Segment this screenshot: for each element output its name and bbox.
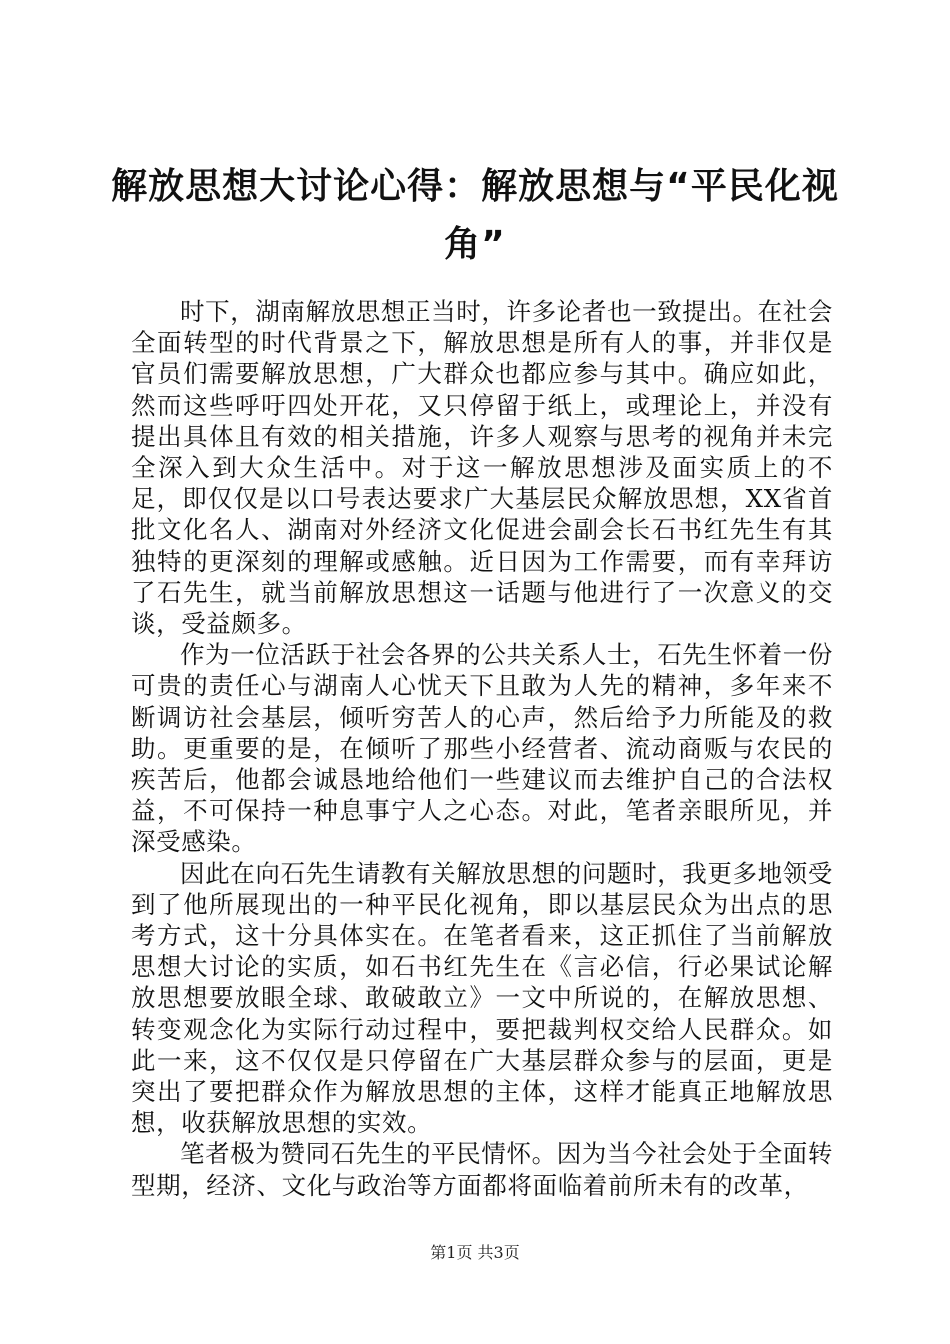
page-footer: 第1页 共3页 bbox=[430, 1243, 520, 1262]
paragraph: 因此在向石先生请教有关解放思想的问题时，我更多地领受到了他所展现出的一种平民化视角，即以基层民众为出点的思考方式，这十分具体实在。在笔者看来，这正抓住了当前解放思想大讨论的实质，如石书红先生在《言必信，行必果试论解放思想要放眼全球、敢破敢立》一文中所说的，在解放思想、转变观念化为实际行动过程中，要把裁判权交给人民群众。如此一来，这不仅仅是只停留在广大基层群众参与的层面，更是突出了要把群众作为解放思想的主体，这样才能真正地解放思想，收获解放思想的实效。 bbox=[131, 858, 833, 1138]
document-body bbox=[131, 296, 833, 1201]
document-title: 解放思想大讨论心得：解放思想与“平民化视角” bbox=[111, 166, 839, 265]
paragraph: 笔者极为赞同石先生的平民情怀。因为当今社会处于全面转型期，经济、文化与政治等方面都将面临着前所未有的改革， bbox=[131, 1139, 833, 1200]
paragraph: 时下，湖南解放思想正当时，许多论者也一致提出。在社会全面转型的时代背景之下，解放思想是所有人的事，并非仅是官员们需要解放思想，广大群众也都应参与其中。确应如此，然而这些呼吁四处开花，又只停留于纸上，或理论上，并没有提出具体且有效的相关措施，许多人观察与思考的视角并未完全深入到大众生活中。对于这一解放思想涉及面实质上的不足，即仅仅是以口号表达要求广大基层民众解放思想，XX省首批文化名人、湖南对外经济文化促进会副会长石书红先生有其独特的更深刻的理解或感触。近日因为工作需要，而有幸拜访了石先生，就当前解放思想这一话题与他进行了一次意义的交谈，受益颇多。 bbox=[131, 297, 833, 639]
paragraph: 作为一位活跃于社会各界的公共关系人士，石先生怀着一份可贵的责任心与湖南人心忧天下且敢为人先的精神，多年来不断调访社会基层，倾听穷苦人的心声，然后给予力所能及的救助。更重要的是，在倾听了那些小经营者、流动商贩与农民的疾苦后，他都会诚恳地给他们一些建议而去维护自己的合法权益，不可保持一种息事宁人之心态。对此，笔者亲眼所见，并深受感染。 bbox=[131, 640, 833, 857]
